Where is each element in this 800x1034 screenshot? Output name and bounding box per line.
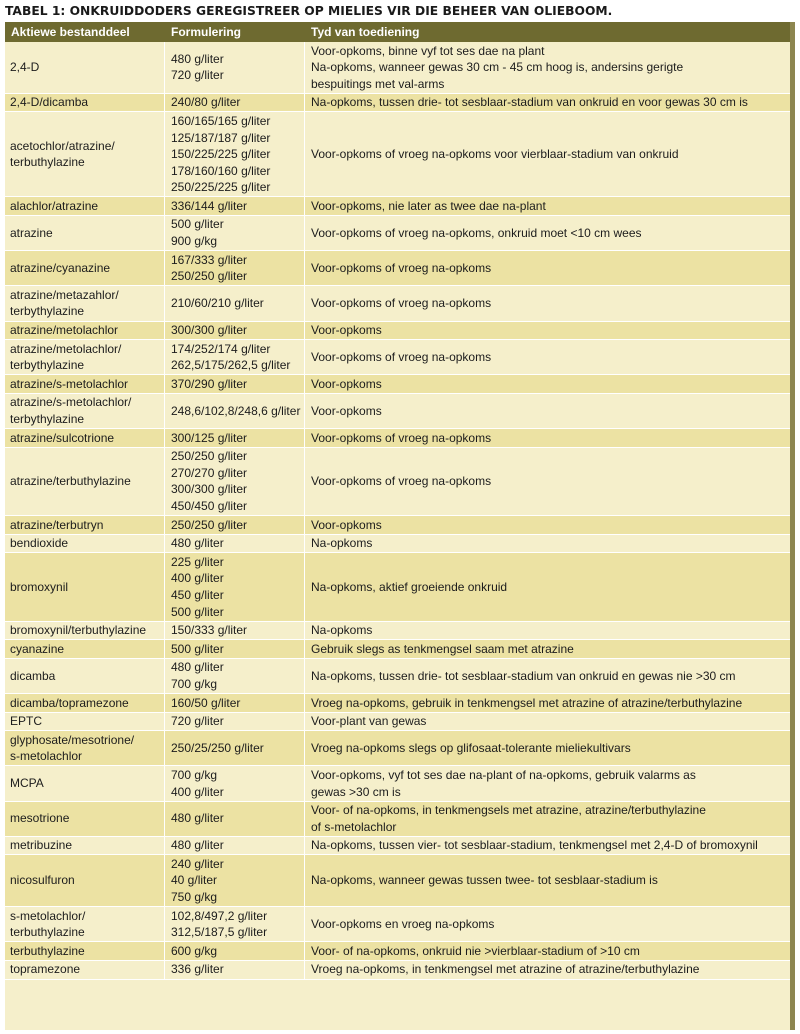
timing-cell: Voor-opkoms of vroeg na-opkoms <box>311 430 492 445</box>
ingredient-cell: topramezone <box>5 961 165 979</box>
table-header <box>5 22 790 42</box>
timing-cell: Voor-opkoms of vroeg na-opkoms <box>311 296 492 311</box>
ingredient-cell: bendioxide <box>5 535 165 553</box>
formulation-cell: 160/50 g/liter <box>165 694 305 712</box>
table-row <box>5 731 790 766</box>
timing-cell: Voor-opkoms of vroeg na-opkoms voor vierblaar-stadium van onkruid <box>311 147 679 162</box>
ingredient-cell: atrazine/terbutryn <box>5 516 165 534</box>
ingredient-cell: 2,4-D/dicamba <box>5 94 165 112</box>
timing-cell: Voor-opkoms <box>311 403 382 418</box>
formulation-cell: 300/125 g/liter <box>165 429 305 447</box>
timing-cell: Na-opkoms, wanneer gewas tussen twee- tot sesblaar-stadium is <box>311 873 658 888</box>
formulation-cell: 500 g/liter <box>165 640 305 658</box>
timing-cell: Voor-plant van gewas <box>311 714 427 729</box>
ingredient-cell: glyphosate/mesotrione/ s-metolachlor <box>5 731 165 765</box>
ingredient-cell: bromoxynil <box>5 553 165 620</box>
timing-cell: Voor-opkoms of vroeg na-opkoms <box>311 349 492 364</box>
ingredient-cell: dicamba <box>5 659 165 693</box>
ingredient-cell: atrazine/s-metolachlor <box>5 375 165 393</box>
table-row <box>5 197 790 216</box>
ingredient-cell: cyanazine <box>5 640 165 658</box>
formulation-cell: 720 g/liter <box>165 713 305 731</box>
timing-cell: Voor-opkoms <box>311 517 382 532</box>
timing-cell: Vroeg na-opkoms slegs op glifosaat-tolerante mieliekultivars <box>311 741 631 756</box>
timing-cell: Voor-opkoms, vyf tot ses dae na-plant of na-opkoms, gebruik valarms as gewas >30 cm is <box>311 767 696 799</box>
formulation-cell: 174/252/174 g/liter 262,5/175/262,5 g/liter <box>165 340 305 374</box>
table-row <box>5 112 790 197</box>
ingredient-cell: metribuzine <box>5 837 165 855</box>
table-row <box>5 713 790 732</box>
table-row <box>5 659 790 694</box>
timing-cell: Voor- of na-opkoms, in tenkmengsels met atrazine, atrazine/terbuthylazine of s-metolachlor <box>311 803 706 834</box>
ingredient-cell: mesotrione <box>5 802 165 836</box>
formulation-cell: 300/300 g/liter <box>165 322 305 340</box>
header-timing: Tyd van toediening <box>311 25 420 39</box>
header-ingredient: Aktiewe bestanddeel <box>11 25 130 39</box>
table-row <box>5 516 790 535</box>
formulation-cell: 370/290 g/liter <box>165 375 305 393</box>
timing-cell: Voor-opkoms <box>311 323 382 338</box>
ingredient-cell: bromoxynil/terbuthylazine <box>5 622 165 640</box>
timing-cell: Na-opkoms, aktief groeiende onkruid <box>311 579 508 594</box>
ingredient-cell: dicamba/topramezone <box>5 694 165 712</box>
ingredient-cell: alachlor/atrazine <box>5 197 165 215</box>
table-row <box>5 553 790 621</box>
ingredient-cell: atrazine/sulcotrione <box>5 429 165 447</box>
formulation-cell: 150/333 g/liter <box>165 622 305 640</box>
timing-cell: Gebruik slegs as tenkmengsel saam met atrazine <box>311 641 574 656</box>
table-row <box>5 535 790 554</box>
formulation-cell: 250/25/250 g/liter <box>165 731 305 765</box>
formulation-cell: 336/144 g/liter <box>165 197 305 215</box>
formulation-cell: 480 g/liter <box>165 837 305 855</box>
formulation-cell: 336 g/liter <box>165 961 305 979</box>
table-row <box>5 802 790 837</box>
timing-cell: Na-opkoms, tussen drie- tot sesblaar-stadium van onkruid en gewas nie >30 cm <box>311 668 736 683</box>
ingredient-cell: nicosulfuron <box>5 855 165 906</box>
timing-cell: Na-opkoms, tussen drie- tot sesblaar-stadium van onkruid en voor gewas 30 cm is <box>311 95 748 110</box>
timing-cell: Voor-opkoms, binne vyf tot ses dae na plant Na-opkoms, wanneer gewas 30 cm - 45 cm hoog is, andersins gerigte bespuitings met val-arms <box>311 43 684 91</box>
table-row <box>5 340 790 375</box>
table-row <box>5 448 790 516</box>
ingredient-cell: terbuthylazine <box>5 942 165 960</box>
table-row <box>5 855 790 907</box>
table-row <box>5 907 790 942</box>
ingredient-cell: atrazine/metazahlor/ terbythylazine <box>5 286 165 320</box>
table-row <box>5 375 790 394</box>
formulation-cell: 700 g/kg 400 g/liter <box>165 766 305 800</box>
timing-cell: Vroeg na-opkoms, gebruik in tenkmengsel met atrazine of atrazine/terbuthylazine <box>311 695 743 710</box>
formulation-cell: 250/250 g/liter 270/270 g/liter 300/300 g/liter 450/450 g/liter <box>165 448 305 515</box>
formulation-cell: 102,8/497,2 g/liter 312,5/187,5 g/liter <box>165 907 305 941</box>
timing-cell: Voor-opkoms of vroeg na-opkoms <box>311 474 492 489</box>
formulation-cell: 210/60/210 g/liter <box>165 286 305 320</box>
ingredient-cell: MCPA <box>5 766 165 800</box>
formulation-cell: 250/250 g/liter <box>165 516 305 534</box>
formulation-cell: 167/333 g/liter 250/250 g/liter <box>165 251 305 285</box>
table-row <box>5 216 790 251</box>
timing-cell: Vroeg na-opkoms, in tenkmengsel met atrazine of atrazine/terbuthylazine <box>311 962 700 977</box>
table-row <box>5 42 790 94</box>
timing-cell: Voor-opkoms <box>311 376 382 391</box>
formulation-cell: 240/80 g/liter <box>165 94 305 112</box>
header-formulation: Formulering <box>171 25 242 39</box>
formulation-cell: 240 g/liter 40 g/liter 750 g/kg <box>165 855 305 906</box>
timing-cell: Voor-opkoms en vroeg na-opkoms <box>311 916 495 931</box>
table-row <box>5 942 790 961</box>
table-row <box>5 286 790 321</box>
table-row <box>5 94 790 113</box>
table-body <box>5 42 790 980</box>
table-row <box>5 766 790 801</box>
ingredient-cell: 2,4-D <box>5 42 165 93</box>
timing-cell: Voor-opkoms of vroeg na-opkoms <box>311 260 492 275</box>
timing-cell: Voor-opkoms of vroeg na-opkoms, onkruid moet <10 cm wees <box>311 225 642 240</box>
ingredient-cell: atrazine/metolachlor/ terbythylazine <box>5 340 165 374</box>
formulation-cell: 248,6/102,8/248,6 g/liter <box>165 394 305 428</box>
formulation-cell: 225 g/liter 400 g/liter 450 g/liter 500 g/liter <box>165 553 305 620</box>
formulation-cell: 500 g/liter 900 g/kg <box>165 216 305 250</box>
timing-cell: Na-opkoms <box>311 623 373 638</box>
table-row <box>5 394 790 429</box>
table-row <box>5 961 790 980</box>
timing-cell: Na-opkoms, tussen vier- tot sesblaar-stadium, tenkmengsel met 2,4-D of bromoxynil <box>311 838 758 853</box>
formulation-cell: 480 g/liter <box>165 535 305 553</box>
formulation-cell: 600 g/kg <box>165 942 305 960</box>
timing-cell: Voor-opkoms, nie later as twee dae na-plant <box>311 198 546 213</box>
table-row <box>5 251 790 286</box>
table-row <box>5 622 790 641</box>
table-row <box>5 322 790 341</box>
ingredient-cell: atrazine/metolachlor <box>5 322 165 340</box>
formulation-cell: 480 g/liter 700 g/kg <box>165 659 305 693</box>
table-row <box>5 429 790 448</box>
table-row <box>5 640 790 659</box>
table-row <box>5 837 790 856</box>
ingredient-cell: atrazine <box>5 216 165 250</box>
ingredient-cell: acetochlor/atrazine/ terbuthylazine <box>5 112 165 196</box>
formulation-cell: 480 g/liter <box>165 802 305 836</box>
formulation-cell: 480 g/liter 720 g/liter <box>165 42 305 93</box>
ingredient-cell: EPTC <box>5 713 165 731</box>
ingredient-cell: atrazine/s-metolachlor/ terbythylazine <box>5 394 165 428</box>
table-row <box>5 694 790 713</box>
timing-cell: Na-opkoms <box>311 536 373 551</box>
ingredient-cell: s-metolachlor/ terbuthylazine <box>5 907 165 941</box>
formulation-cell: 160/165/165 g/liter 125/187/187 g/liter 150/225/225 g/liter 178/160/160 g/liter 250/225/225 g/liter <box>165 112 305 196</box>
ingredient-cell: atrazine/terbuthylazine <box>5 448 165 515</box>
table-title: TABEL 1: ONKRUIDDODERS GEREGISTREER OP MIELIES VIR DIE BEHEER VAN OLIEBOOM. <box>5 4 613 18</box>
timing-cell: Voor- of na-opkoms, onkruid nie >vierblaar-stadium of >10 cm <box>311 943 640 958</box>
herbicide-table <box>5 22 795 1030</box>
ingredient-cell: atrazine/cyanazine <box>5 251 165 285</box>
